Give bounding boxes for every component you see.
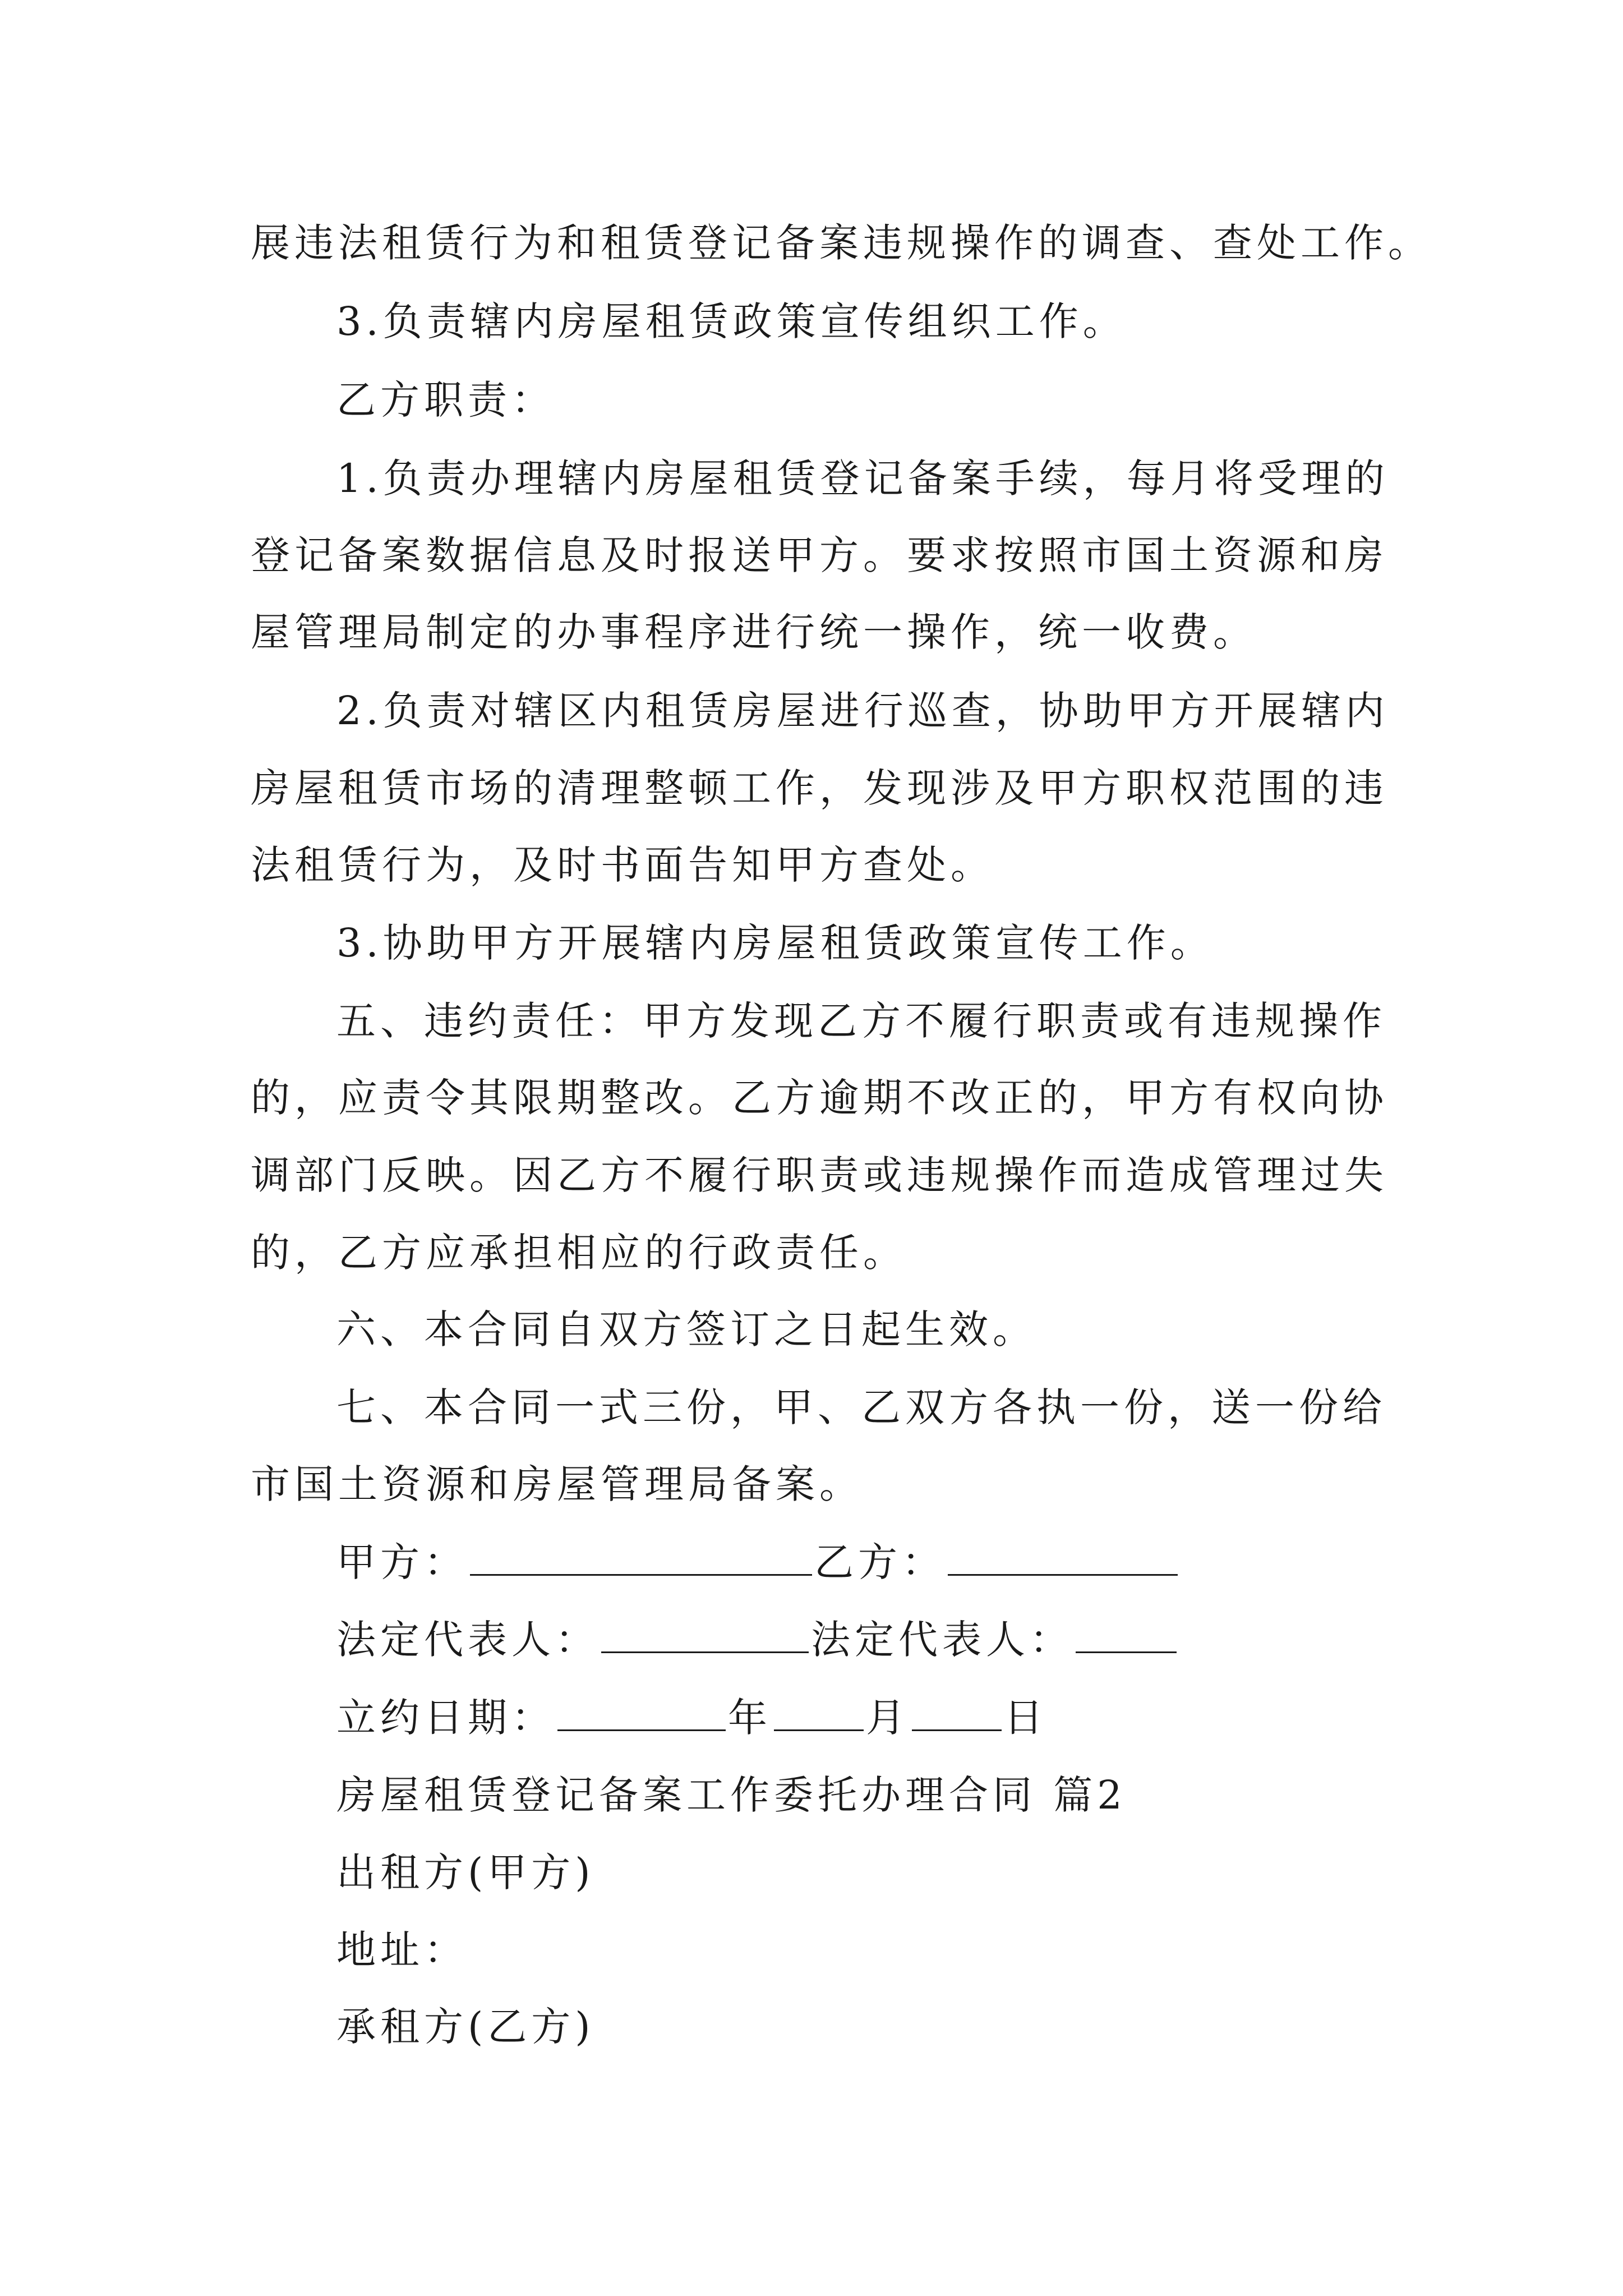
day-blank — [912, 1698, 1002, 1731]
lessor-line: 出租方(甲方) — [336, 1849, 595, 1895]
paragraph-line: 1.负责办理辖内房屋租赁登记备案手续，每月将受理的 — [336, 455, 1389, 501]
paragraph-line: 调部门反映。因乙方不履行职责或违规操作而造成管理过失 — [251, 1152, 1388, 1198]
paragraph-line: 3.协助甲方开展辖内房屋租赁政策宣传工作。 — [336, 920, 1214, 966]
signature-rep-line — [336, 1617, 1179, 1663]
party-a-label: 甲方： — [336, 1539, 468, 1585]
paragraph-line: 屋管理局制定的办事程序进行统一操作，统一收费。 — [251, 609, 1257, 655]
paragraph-line: 六、本合同自双方签订之日起生效。 — [336, 1306, 1036, 1352]
section-title: 房屋租赁登记备案工作委托办理合同 篇2 — [336, 1772, 1127, 1818]
paragraph-line: 市国土资源和房屋管理局备案。 — [251, 1461, 863, 1507]
paragraph-line: 登记备案数据信息及时报送甲方。要求按照市国土资源和房 — [251, 532, 1388, 578]
paragraph-line: 的，应责令其限期整改。乙方逾期不改正的，甲方有权向协 — [251, 1075, 1388, 1121]
rep-a-label: 法定代表人： — [336, 1617, 599, 1663]
month-blank — [774, 1698, 864, 1731]
day-label: 日 — [1004, 1695, 1048, 1741]
address-line: 地址： — [336, 1927, 468, 1973]
paragraph-line: 2.负责对辖区内租赁房屋进行巡查，协助甲方开展辖内 — [336, 688, 1389, 734]
paragraph-line: 乙方职责： — [336, 377, 555, 423]
date-label: 立约日期： — [336, 1695, 555, 1741]
party-a-blank — [470, 1543, 812, 1576]
year-blank — [557, 1698, 726, 1731]
rep-b-label: 法定代表人： — [811, 1617, 1073, 1663]
signature-date-line — [336, 1695, 1048, 1741]
signature-party-line — [336, 1539, 1180, 1585]
paragraph-line: 五、违约责任：甲方发现乙方不履行职责或有违规操作 — [336, 998, 1386, 1044]
party-b-blank — [948, 1543, 1178, 1576]
paragraph-line: 七、本合同一式三份，甲、乙双方各执一份，送一份给 — [336, 1384, 1386, 1430]
year-label: 年 — [728, 1695, 772, 1741]
party-b-label: 乙方： — [814, 1539, 946, 1585]
paragraph-line: 的，乙方应承担相应的行政责任。 — [251, 1230, 907, 1276]
paragraph-line: 3.负责辖内房屋租赁政策宣传组织工作。 — [336, 298, 1127, 344]
paragraph-line: 展违法租赁行为和租赁登记备案违规操作的调查、查处工作。 — [251, 220, 1432, 266]
lessee-line: 承租方(乙方) — [336, 2004, 595, 2050]
paragraph-line: 法租赁行为，及时书面告知甲方查处。 — [251, 842, 994, 888]
rep-a-blank — [601, 1620, 809, 1653]
month-label: 月 — [866, 1695, 910, 1741]
rep-b-blank — [1076, 1620, 1177, 1653]
paragraph-line: 房屋租赁市场的清理整顿工作，发现涉及甲方职权范围的违 — [251, 765, 1388, 811]
